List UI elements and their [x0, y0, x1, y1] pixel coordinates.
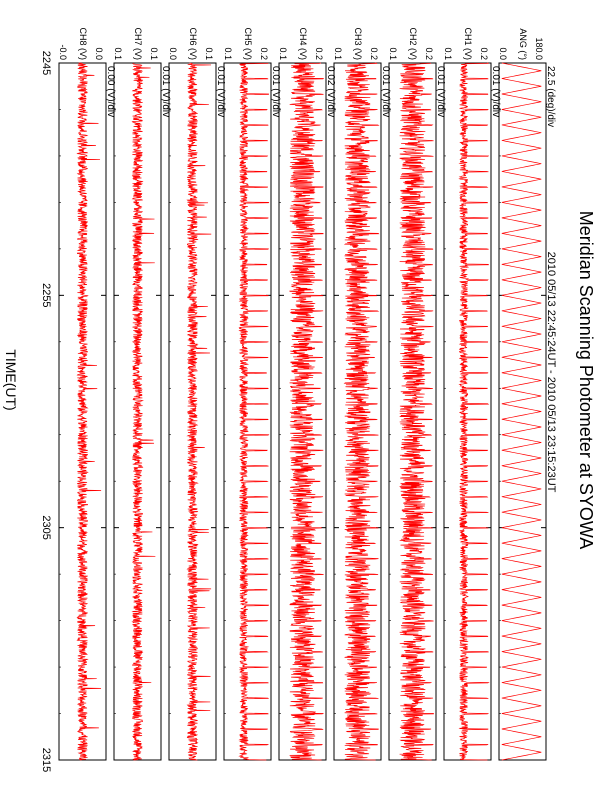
scale-label: 0.00 (V)/div: [105, 66, 116, 118]
y-tick-label: 0.1: [333, 47, 343, 60]
y-tick-label: 0.1: [113, 47, 123, 60]
scale-label: 0.01 (V)/div: [270, 66, 281, 118]
scale-label: 0.02 (V)/div: [325, 66, 336, 118]
y-tick-label: 0.2: [479, 47, 489, 60]
panel-ch3: [333, 27, 391, 760]
panel-ch6: [168, 27, 226, 760]
trace-ch8: [77, 63, 101, 760]
channel-label: CH4 (V): [298, 27, 308, 60]
channel-label: CH6 (V): [188, 27, 198, 60]
x-tick-label: 2315: [40, 747, 52, 773]
y-tick-label: 0.2: [259, 47, 269, 60]
scale-label: 0.01 (V)/div: [380, 66, 391, 118]
trace-ch1: [460, 63, 489, 760]
channel-label: CH1 (V): [463, 27, 473, 60]
panel-frame: [224, 63, 271, 760]
y-tick-label: 0.2: [369, 47, 379, 60]
x-tick-label: 2245: [40, 50, 52, 76]
channel-label: CH8 (V): [78, 27, 88, 60]
panel-ch5: [223, 27, 281, 760]
scale-label: 0.01 (V)/div: [215, 66, 226, 118]
channel-label: CH7 (V): [133, 27, 143, 60]
trace-ch4: [290, 63, 324, 760]
scale-label: 0.01 (V)/div: [435, 66, 446, 118]
panel-ch8: [58, 27, 116, 760]
channel-label: CH2 (V): [408, 27, 418, 60]
scale-label: 0.01 (V)/div: [160, 66, 171, 118]
panel-ch1: [443, 27, 501, 760]
y-tick-label: 0.0: [168, 47, 178, 60]
y-tick-label: 0.1: [223, 47, 233, 60]
y-tick-label: 0.1: [204, 47, 214, 60]
trace-ch6: [187, 63, 211, 760]
y-tick-label: 0.1: [149, 47, 159, 60]
panel-ch4: [278, 27, 336, 760]
scale-label: 22.5 (deg)/div: [545, 66, 556, 128]
time-axis: [40, 51, 52, 772]
y-tick-label: 0.2: [424, 47, 434, 60]
x-tick-label: 2255: [40, 283, 52, 308]
y-tick-label: 0.1: [278, 47, 288, 60]
panel-stack: [58, 27, 556, 760]
y-tick-label: 0.2: [314, 47, 324, 60]
panel-ch2: [388, 27, 446, 760]
y-tick-label: 0.1: [443, 47, 453, 60]
channel-label: ANG (°): [518, 28, 528, 60]
trace-ch2: [400, 63, 434, 760]
trace-ch5: [240, 63, 269, 760]
trace-ch3: [345, 63, 379, 760]
channel-label: CH3 (V): [353, 27, 363, 60]
scale-label: 0.01 (V)/div: [490, 66, 501, 118]
y-tick-label: 0.0: [498, 47, 508, 60]
panel-frame: [444, 63, 491, 760]
channel-label: CH5 (V): [243, 27, 253, 60]
chart-title: Meridian Scanning Photometer at SYOWA: [576, 210, 596, 550]
y-tick-label: 0.0: [94, 47, 104, 60]
y-tick-label: -0.0: [58, 44, 68, 60]
x-tick-label: 2305: [40, 515, 52, 540]
x-axis-label: TIME(UT): [3, 349, 19, 411]
trace-ch7: [132, 63, 155, 760]
chart-subtitle: 2010 05/13 22:45:24UT - 2010 05/13 23:15:23UT: [545, 251, 557, 493]
y-tick-label: 180.0: [534, 37, 544, 60]
panel-ch7: [113, 27, 171, 760]
trace-ang: [502, 63, 541, 760]
y-tick-label: 0.1: [388, 47, 398, 60]
